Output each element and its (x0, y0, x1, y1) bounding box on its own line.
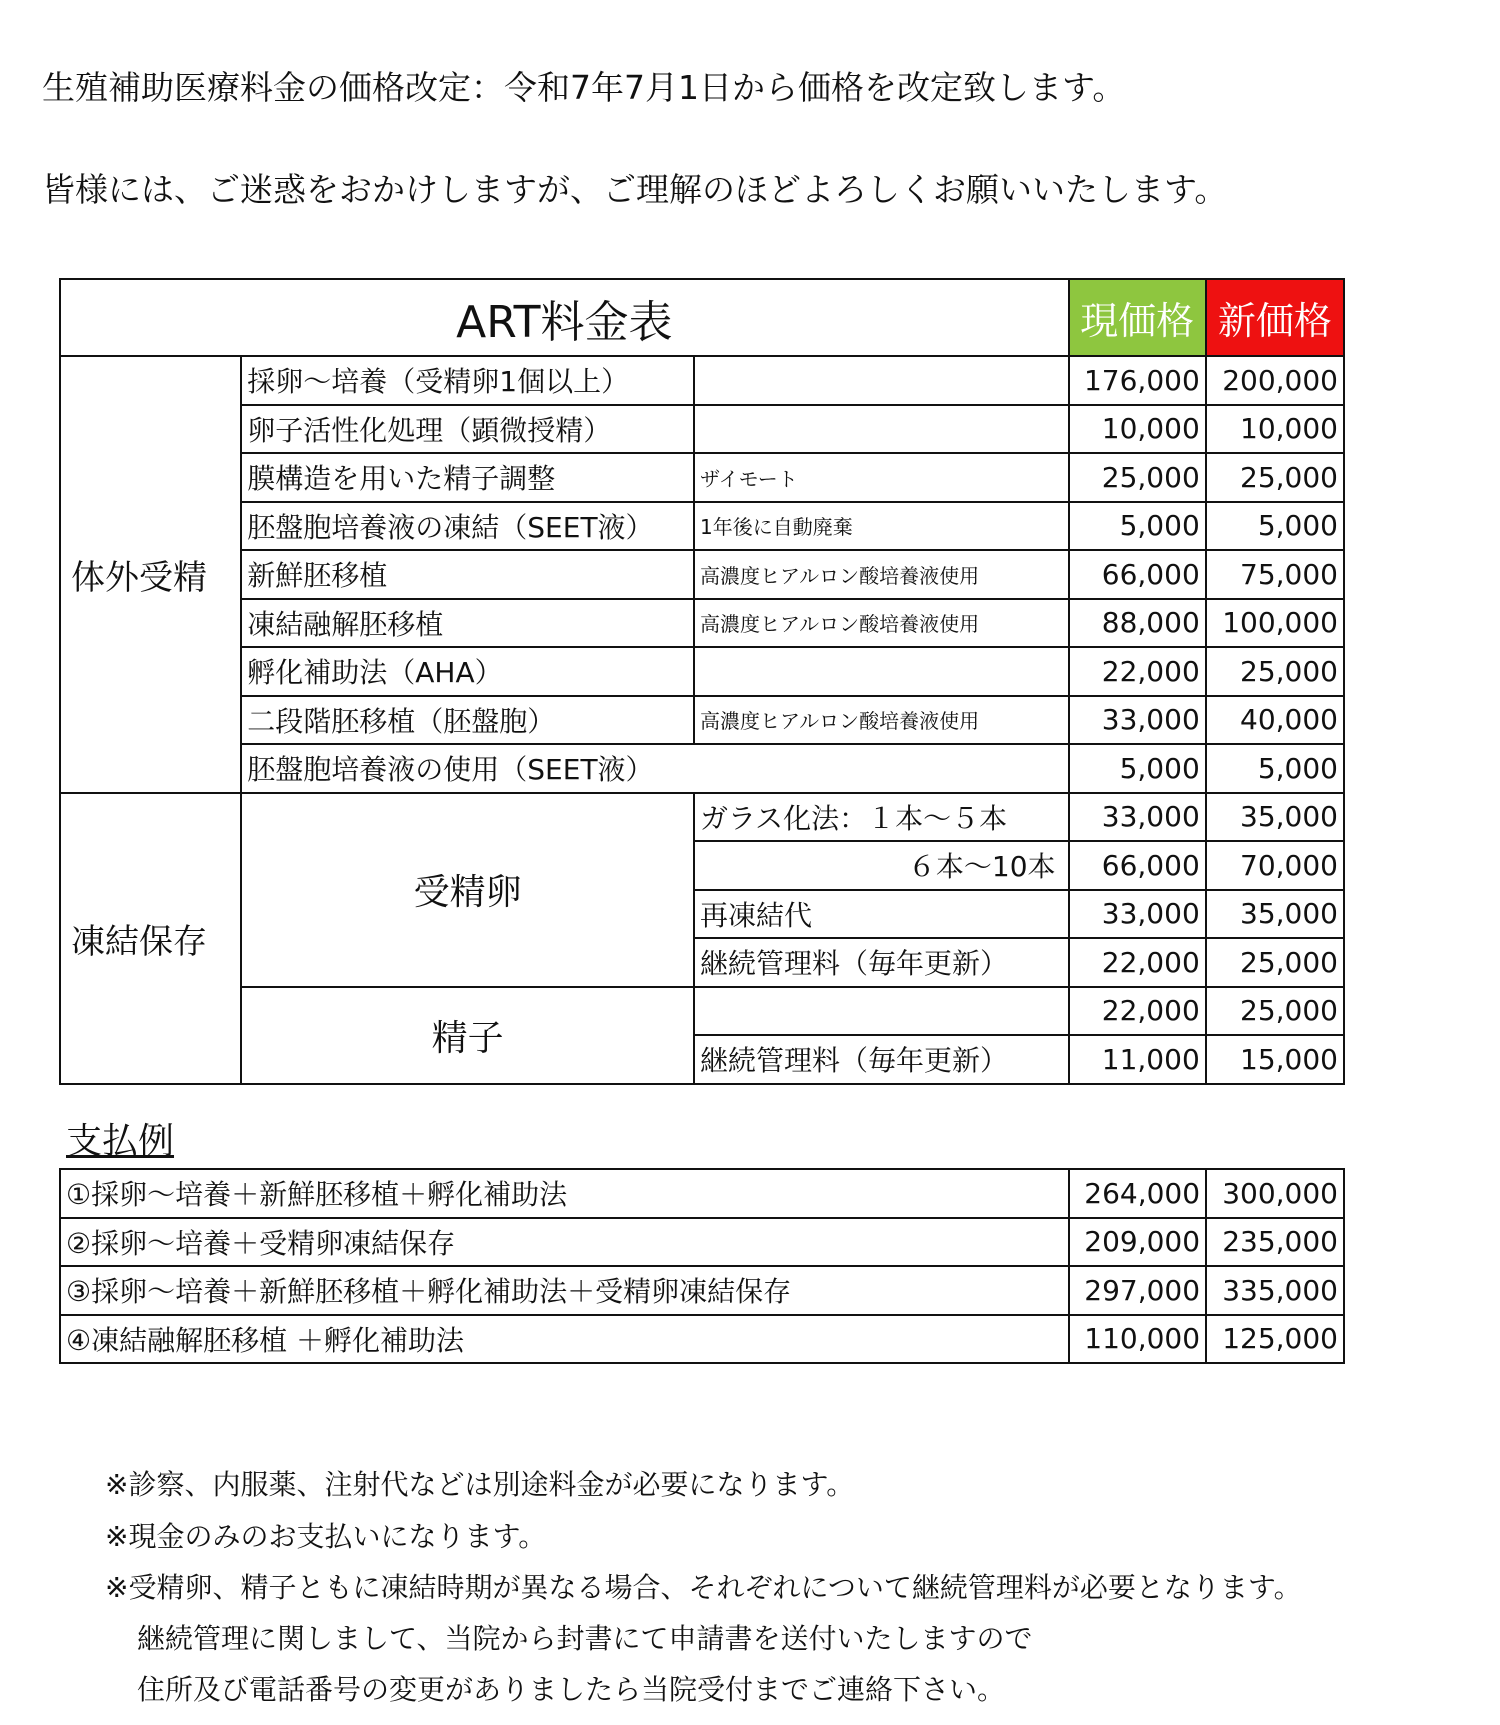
table-row (60, 1218, 1344, 1267)
new-price: 25,000 (1206, 647, 1344, 696)
current-price: 33,000 (1069, 890, 1206, 939)
payment-examples-table (59, 1168, 1345, 1364)
new-price: 70,000 (1206, 841, 1344, 890)
table-row (60, 744, 1344, 793)
payment-examples-title: 支払例 (66, 1121, 175, 1162)
table-row (60, 599, 1344, 648)
new-price: 35,000 (1206, 793, 1344, 842)
section-freeze-label: 凍結保存 (60, 793, 241, 1084)
item-name: 孵化補助法（AHA） (241, 647, 694, 696)
new-price: 35,000 (1206, 890, 1344, 939)
payment-example-label: ①採卵～培養＋新鮮胚移植＋孵化補助法 (60, 1169, 1069, 1218)
new-price: 5,000 (1206, 502, 1344, 551)
footnote-3: ※受精卵、精子ともに凍結時期が異なる場合、それぞれについて継続管理料が必要となります。 (105, 1571, 1302, 1604)
table-row (60, 1266, 1344, 1315)
item-name: 胚盤胞培養液の使用（SEET液） (241, 744, 1068, 793)
freeze-detail: 継続管理料（毎年更新） (694, 1035, 1069, 1084)
current-price: 11,000 (1069, 1035, 1206, 1084)
current-price: 33,000 (1069, 696, 1206, 745)
item-note (694, 356, 1069, 405)
table-row (60, 405, 1344, 454)
section-ivf-label: 体外受精 (60, 356, 241, 793)
payment-example-label: ④凍結融解胚移植 ＋孵化補助法 (60, 1315, 1069, 1364)
freeze-detail: 再凍結代 (694, 890, 1069, 939)
item-name: 新鮮胚移植 (241, 550, 694, 599)
current-price: 22,000 (1069, 647, 1206, 696)
new-price: 5,000 (1206, 744, 1344, 793)
current-price: 22,000 (1069, 987, 1206, 1036)
current-price: 10,000 (1069, 405, 1206, 454)
new-price: 200,000 (1206, 356, 1344, 405)
sperm-label: 精子 (241, 987, 694, 1084)
freeze-detail: ガラス化法：１本～５本 (694, 793, 1069, 842)
item-note: 高濃度ヒアルロン酸培養液使用 (694, 696, 1069, 745)
footnote-3-line-2: 継続管理に関しまして、当院から封書にて申請書を送付いたしますので (137, 1622, 1033, 1655)
item-note: 高濃度ヒアルロン酸培養液使用 (694, 599, 1069, 648)
header-current-price: 現価格 (1069, 279, 1206, 356)
payment-example-label: ②採卵～培養＋受精卵凍結保存 (60, 1218, 1069, 1267)
intro-line-1: 生殖補助医療料金の価格改定：令和7年7月1日から価格を改定致します。 (42, 68, 1126, 107)
current-price: 176,000 (1069, 356, 1206, 405)
item-name: 胚盤胞培養液の凍結（SEET液） (241, 502, 694, 551)
table-title: ART料金表 (60, 279, 1069, 356)
freeze-detail (694, 987, 1069, 1036)
table-row (60, 453, 1344, 502)
item-note (694, 647, 1069, 696)
new-price: 100,000 (1206, 599, 1344, 648)
header-new-price: 新価格 (1206, 279, 1344, 356)
art-price-table (59, 278, 1345, 1085)
current-price: 5,000 (1069, 744, 1206, 793)
item-note: 高濃度ヒアルロン酸培養液使用 (694, 550, 1069, 599)
new-price: 40,000 (1206, 696, 1344, 745)
footnote-1: ※診察、内服薬、注射代などは別途料金が必要になります。 (105, 1468, 855, 1501)
table-row (60, 647, 1344, 696)
new-price: 25,000 (1206, 453, 1344, 502)
table-row (60, 1315, 1344, 1364)
item-name: 卵子活性化処理（顕微授精） (241, 405, 694, 454)
new-price: 10,000 (1206, 405, 1344, 454)
new-price: 25,000 (1206, 938, 1344, 987)
table-row (60, 356, 1344, 405)
table-row (60, 987, 1344, 1036)
current-price: 22,000 (1069, 938, 1206, 987)
table-header-row (60, 279, 1344, 356)
item-name: 二段階胚移植（胚盤胞） (241, 696, 694, 745)
table-row (60, 696, 1344, 745)
new-price: 125,000 (1206, 1315, 1344, 1364)
item-note: 1年後に自動廃棄 (694, 502, 1069, 551)
current-price: 110,000 (1069, 1315, 1206, 1364)
intro-line-2: 皆様には、ご迷惑をおかけしますが、ご理解のほどよろしくお願いいたします。 (42, 170, 1228, 209)
current-price: 66,000 (1069, 841, 1206, 890)
embryo-label: 受精卵 (241, 793, 694, 987)
table-row (60, 502, 1344, 551)
new-price: 15,000 (1206, 1035, 1344, 1084)
new-price: 235,000 (1206, 1218, 1344, 1267)
current-price: 33,000 (1069, 793, 1206, 842)
current-price: 25,000 (1069, 453, 1206, 502)
item-note: ザイモート (694, 453, 1069, 502)
item-note (694, 405, 1069, 454)
footnote-2: ※現金のみのお支払いになります。 (105, 1520, 547, 1553)
table-row (60, 793, 1344, 842)
new-price: 335,000 (1206, 1266, 1344, 1315)
current-price: 66,000 (1069, 550, 1206, 599)
current-price: 209,000 (1069, 1218, 1206, 1267)
new-price: 300,000 (1206, 1169, 1344, 1218)
current-price: 264,000 (1069, 1169, 1206, 1218)
new-price: 75,000 (1206, 550, 1344, 599)
current-price: 297,000 (1069, 1266, 1206, 1315)
table-row (60, 1169, 1344, 1218)
current-price: 88,000 (1069, 599, 1206, 648)
current-price: 5,000 (1069, 502, 1206, 551)
table-row (60, 550, 1344, 599)
item-name: 膜構造を用いた精子調整 (241, 453, 694, 502)
footnote-3-line-3: 住所及び電話番号の変更がありましたら当院受付までご連絡下さい。 (137, 1673, 1006, 1706)
item-name: 凍結融解胚移植 (241, 599, 694, 648)
freeze-detail: ６本～10本 (694, 841, 1069, 890)
new-price: 25,000 (1206, 987, 1344, 1036)
payment-example-label: ③採卵～培養＋新鮮胚移植＋孵化補助法＋受精卵凍結保存 (60, 1266, 1069, 1315)
freeze-detail: 継続管理料（毎年更新） (694, 938, 1069, 987)
item-name: 採卵～培養（受精卵1個以上） (241, 356, 694, 405)
